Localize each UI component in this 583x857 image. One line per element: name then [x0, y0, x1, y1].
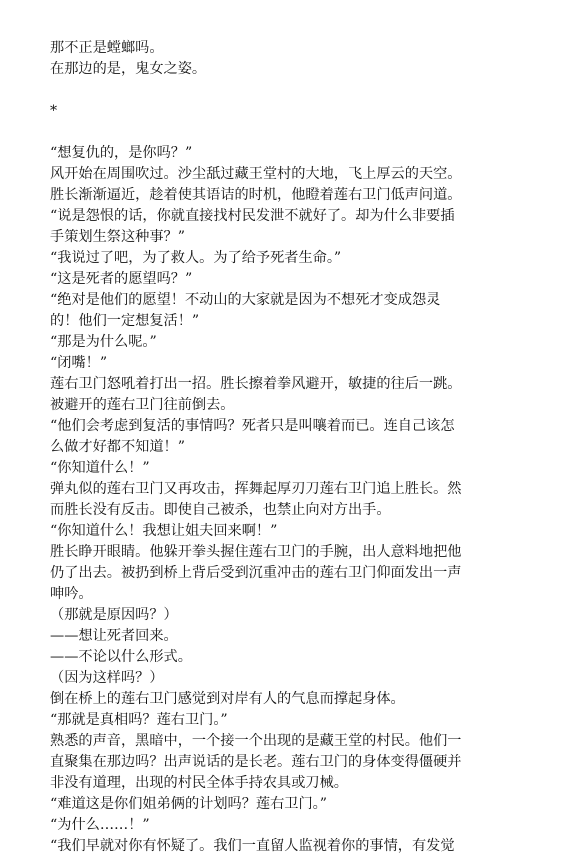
text-line: （那就是原因吗？） [50, 607, 178, 623]
text-line: “说是怨恨的话，你就直接找村民发泄不就好了。却为什么非要插 [50, 208, 455, 224]
section-separator: * [50, 103, 58, 119]
text-line: 倒在桥上的莲右卫门感觉到对岸有人的气息而撑起身体。 [50, 691, 405, 707]
text-line: “闭嘴！” [50, 355, 108, 371]
text-line: ——想让死者回来。 [50, 628, 178, 644]
text-line: 手策划生祭这种事？” [50, 229, 185, 245]
text-line: “那就是真相吗？莲右卫门。” [50, 712, 228, 728]
text-line: ——不论以什么形式。 [50, 649, 192, 665]
text-line: 熟悉的声音，黑暗中，一个接一个出现的是藏王堂的村民。他们一 [50, 733, 462, 749]
text-line: “我们早就对你有怀疑了。我们一直留人监视着你的事情，有发觉 [50, 838, 455, 854]
text-line: （因为这样吗？） [50, 670, 164, 686]
text-line: 风开始在周围吹过。沙尘舐过藏王堂村的大地，飞上厚云的天空。 [50, 166, 462, 182]
text-body [50, 38, 555, 857]
text-line: 被避开的莲右卫门往前倒去。 [50, 397, 235, 413]
text-line: 胜长睁开眼睛。他躲开拳头握住莲右卫门的手腕，出人意料地把他 [50, 544, 462, 560]
text-line: 么做才好都不知道！” [50, 439, 185, 455]
text-line: “你知道什么！” [50, 460, 150, 476]
text-line: 莲右卫门怒吼着打出一招。胜长擦着拳风避开，敏捷的往后一跳。 [50, 376, 462, 392]
text-line: “绝对是他们的愿望！不动山的大家就是因为不想死才变成怨灵 [50, 292, 441, 308]
text-line: “为什么……！” [50, 817, 150, 833]
text-line: “他们会考虑到复活的事情吗？死者只是叫嚷着而已。连自己该怎 [50, 418, 455, 434]
blank-line [50, 80, 555, 101]
text-line: 在那边的是，鬼女之姿。 [50, 61, 207, 77]
text-line: 仍了出去。被扔到桥上背后受到沉重冲击的莲右卫门仰面发出一声 [50, 565, 462, 581]
text-line: “这是死者的愿望吗？” [50, 271, 193, 287]
text-line: “你知道什么！我想让姐夫回来啊！” [50, 523, 278, 539]
text-line: “难道这是你们姐弟俩的计划吗？莲右卫门。” [50, 796, 327, 812]
blank-line [50, 122, 555, 143]
text-line: 的！他们一定想复活！” [50, 313, 200, 329]
text-line: 胜长渐渐逼近，趁着使其语诘的时机，他瞪着莲右卫门低声问道。 [50, 187, 462, 203]
text-line: “那是为什么呢。” [50, 334, 157, 350]
text-line: 弹丸似的莲右卫门又再攻击，挥舞起厚刃刀莲右卫门追上胜长。然 [50, 481, 462, 497]
text-line: “我说过了吧，为了救人。为了给予死者生命。” [50, 250, 342, 266]
text-line: 直聚集在那边吗？出声说话的是长老。莲右卫门的身体变得僵硬并 [50, 754, 462, 770]
text-line: 那不正是螳螂吗。 [50, 40, 164, 56]
text-line: 而胜长没有反击。即使自己被杀，也禁止向对方出手。 [50, 502, 391, 518]
text-line: “想复仇的，是你吗？” [50, 145, 193, 161]
text-line: 呻吟。 [50, 586, 93, 602]
text-line: 非没有道理，出现的村民全体手持农具或刀械。 [50, 775, 348, 791]
